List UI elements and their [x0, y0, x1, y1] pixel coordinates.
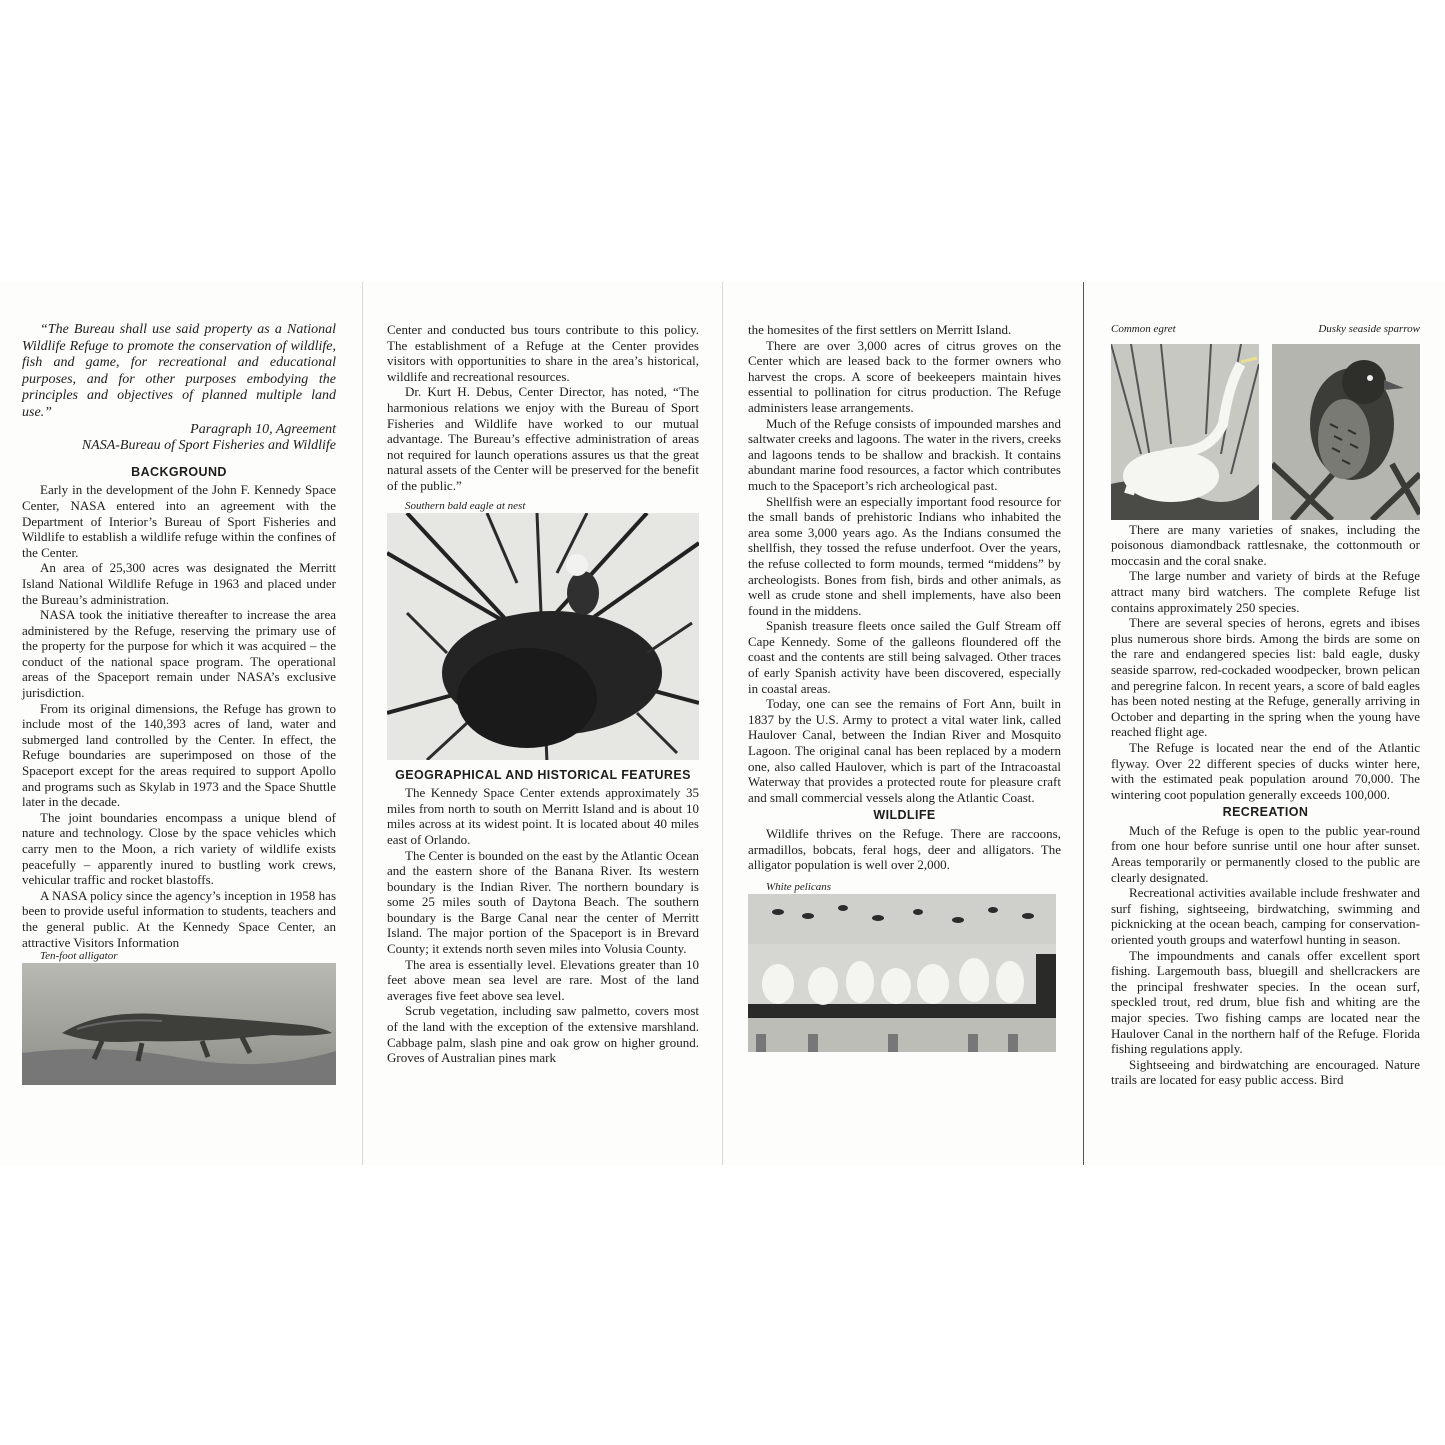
paragraph: the homesites of the first settlers on Merritt Island. [748, 322, 1012, 337]
fold-line [722, 282, 723, 1165]
paragraph: Much of the Refuge is open to the public year-round from one hour before sunrise until one hour after sunset. Areas temporarily or permanently closed to the public are clearly designated. [1111, 822, 1420, 885]
alligator-photo [22, 963, 336, 1085]
agreement-quote: “The Bureau shall use said property as a National Wildlife Refuge to promote the conservation of wildlife, fish and game, for recreational and educational purposes, and for other purposes embodying the principles and objectives of planned multiple land use.” [22, 322, 336, 420]
wildlife-heading: WILDLIFE [873, 808, 936, 823]
paragraph: The joint boundaries encompass a unique blend of nature and technology. Close by the space vehicles which carry men to the Moon, a rich variety of wildlife exists peacefully – apparently inured to bustling work crews, vehicular traffic and rocket blastoffs. [22, 809, 336, 888]
white-pelicans-photo [748, 894, 1056, 1052]
photo-caption: Ten-foot alligator [40, 950, 118, 963]
fold-line [1083, 282, 1084, 1165]
paragraph: The impoundments and canals offer excellent sport fishing. Largemouth bass, bluegill and shellcrackers are the principal freshwater species. In the ocean surf, speckled trout, red drum, blue fish and whiting are the major species. Two fishing camps are located near the Haulover Canal in the northern half of the Refuge. Florida fishing regulations apply. [1111, 947, 1420, 1057]
panel-background [22, 322, 336, 1085]
dusky-seaside-sparrow-photo [1272, 344, 1420, 520]
paragraph: A NASA policy since the agency’s inception in 1958 has been to provide useful information to students, teachers and the general public. At the Kennedy Space Center, an attractive Visitors Information [22, 887, 336, 950]
paragraph: The Center is bounded on the east by the Atlantic Ocean and the eastern shore of the Banana River. Its western boundary is the Indian River. The northern boundary is some 25 miles south of Daytona Beach. The southern boundary is the Barge Canal near the center of Merritt Island. The major portion of the Spaceport is in Brevard County; it extends north seven miles into Volusia County. [387, 847, 699, 957]
paragraph: The Refuge is located near the end of the Atlantic flyway. Over 22 different species of ducks winter here, with the estimated peak population around 70,000. The wintering coot population generally exceeds 100,000. [1111, 739, 1420, 802]
paragraph: Today, one can see the remains of Fort Ann, built in 1837 by the U.S. Army to protect a vital water link, called Haulover Canal, between the Indian River and Mosquito Lagoon. The original canal has been replaced by a modern one, also called Haulover, which is part of the Intracoastal Waterway that provides a protected route for pleasure craft and small commercial vessels along the Atlantic Coast. [748, 696, 1061, 805]
paragraph: Dr. Kurt H. Debus, Center Director, has noted, “The harmonious relations we enjoy with the Bureau of Sport Fisheries and Wildlife have worked to our mutual advantage. The Bureau’s effective administration of areas not required for launch operations assures us that the great natural assets of the Center will be preserved for the benefit of the public.” [387, 384, 699, 493]
paragraph: The large number and variety of birds at the Refuge attract many bird watchers. The complete Refuge list contains approximately 250 species. [1111, 568, 1420, 615]
bird-photos [1111, 344, 1420, 520]
paragraph: Shellfish were an especially important food resource for the small bands of prehistoric Indians who inhabited the area some 3,000 years ago. As the Indians consumed the shellfish, they tossed the refuse underfoot. Over the years, the refuse collected to form mounds, termed “middens” by archeologists. Bones from fish, birds and other animals, as well as crude stone and shell implements, have also been found in the middens. [748, 493, 1061, 618]
paragraph: Sightseeing and birdwatching are encouraged. Nature trails are located for easy public access. Bird [1111, 1056, 1420, 1088]
geography-heading: GEOGRAPHICAL AND HISTORICAL FEATURES [395, 767, 691, 782]
background-heading: BACKGROUND [131, 464, 227, 479]
paragraph: There are several species of herons, egrets and ibises plus numerous shore birds. Among the birds are some on the rare and endangered species list: bald eagle, dusky seaside sparrow, red-cockaded woodpecker, brown pelican and peregrine falcon. In recent years, a score of bald eagles has been noted nesting at the Refuge, generally arriving in October and departing in the spring when the young have reached flight age. [1111, 615, 1420, 740]
panel-recreation [1111, 322, 1420, 1088]
quote-attribution: Paragraph 10, Agreement NASA-Bureau of Sport Fisheries and Wildlife [81, 421, 336, 454]
paragraph: There are many varieties of snakes, including the poisonous diamondback rattlesnake, the cottonmouth or moccasin and the coral snake. [1111, 521, 1420, 568]
photo-captions-row [1111, 322, 1420, 338]
paragraph: The area is essentially level. Elevations greater than 10 feet above mean sea level are rare. Most of the land averages five feet above sea level. [387, 956, 699, 1003]
paragraph: Wildlife thrives on the Refuge. There are raccoons, armadillos, bobcats, feral hogs, deer and alligators. The alligator population is well over 2,000. [748, 826, 1061, 873]
paragraph: Spanish treasure fleets once sailed the Gulf Stream off Cape Kennedy. Some of the galleons floundered off the coast and the contents are still being salvaged. Other traces of early Spanish activity have been discovered, especially in coastal areas. [748, 618, 1061, 696]
photo-caption: Southern bald eagle at nest [405, 499, 526, 512]
paragraph: The Kennedy Space Center extends approximately 35 miles from north to south on Merritt Island and is about 10 miles across at its widest point. It is located about 40 miles east of Orlando. [387, 785, 699, 847]
panel-wildlife [748, 322, 1061, 1052]
paragraph: Early in the development of the John F. Kennedy Space Center, NASA entered into an agreement with the Department of Interior’s Bureau of Sport Fisheries and Wildlife to establish a wildlife refuge within the confines of the Center. [22, 482, 336, 560]
panel-geography [387, 322, 699, 1066]
paragraph: Much of the Refuge consists of impounded marshes and saltwater creeks and lagoons. The water in the rivers, creeks and lagoons tends to be shallow and brackish. It contains abundant marine food resources, a factor which contributes much to the Spaceport’s rich archeological past. [748, 415, 1061, 493]
recreation-heading: RECREATION [1222, 805, 1309, 820]
paragraph: Center and conducted bus tours contribute to this policy. The establishment of a Refuge at the Center provides visitors with opportunities to share in the area’s historical, wildlife and recreational resources. [387, 322, 699, 384]
fold-line [362, 282, 363, 1165]
paragraph: From its original dimensions, the Refuge has grown to include most of the 140,393 acres of land, water and submerged land controlled by the Center. In effect, the Refuge boundaries are superimposed on those of the Spaceport except for the areas required to support Apollo and programs such as Skylab in 1973 and the Space Shuttle later in the decade. [22, 700, 336, 810]
paragraph: NASA took the initiative thereafter to increase the area administered by the Refuge, reserving the primary use of the property for the purpose for which it was acquired – the conduct of the national space program. The operational areas of the Spaceport remain under NASA’s exclusive jurisdiction. [22, 607, 336, 701]
bald-eagle-photo [387, 513, 699, 760]
photo-caption: Common egret [1111, 323, 1176, 335]
paragraph: Scrub vegetation, including saw palmetto, covers most of the land with the exception of the extensive marshland. Cabbage palm, slash pine and oak grow on higher ground. Groves of Australian pines mark [387, 1003, 699, 1066]
paragraph: Recreational activities available include freshwater and surf fishing, sightseeing, birdwatching, swimming and picknicking at the ocean beach, camping for conservation-oriented youth groups and waterfowl hunting in season. [1111, 885, 1420, 948]
paragraph: An area of 25,300 acres was designated the Merritt Island National Wildlife Refuge in 1963 and placed under the Bureau’s administration. [22, 560, 336, 607]
photo-caption: Dusky seaside sparrow [1318, 323, 1420, 335]
common-egret-photo [1111, 344, 1259, 520]
paragraph: There are over 3,000 acres of citrus groves on the Center which are leased back to the former owners who harvest the crops. A score of beekeepers maintain hives essential to pollination for citrus production. The Refuge administers lease arrangements. [748, 337, 1061, 415]
photo-caption: White pelicans [766, 880, 832, 893]
